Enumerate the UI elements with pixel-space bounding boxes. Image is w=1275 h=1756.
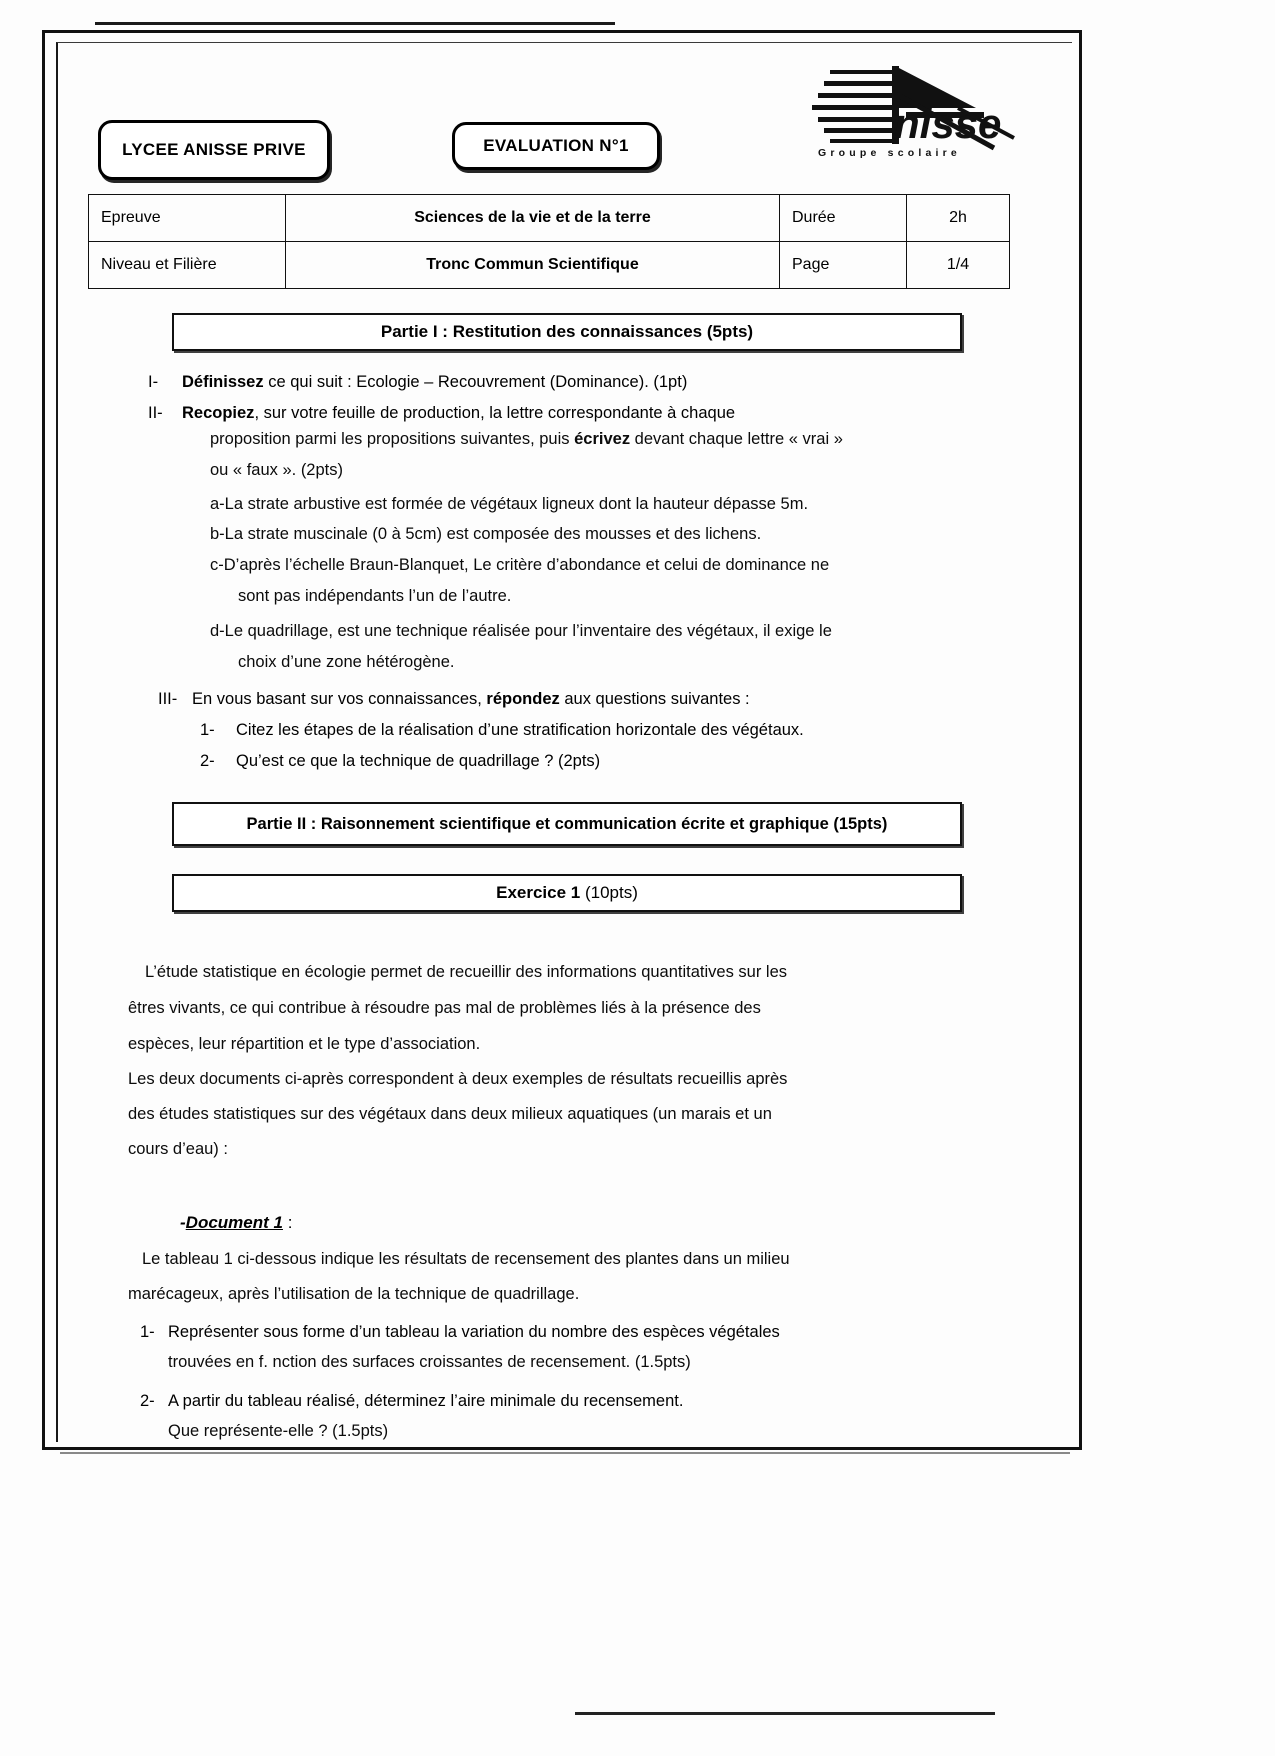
info-label-niveau: Niveau et Filière: [89, 242, 286, 289]
question-II-rest: , sur votre feuille de production, la lettre correspondante à chaque: [254, 404, 736, 422]
question-II: [148, 398, 735, 428]
info-value-duree: 2h: [907, 195, 1010, 242]
question-I-text: [182, 367, 687, 397]
partie1-heading-label: Partie I : Restitution des connaissances (5pts): [380, 322, 754, 341]
info-key-duree: Durée: [780, 195, 907, 242]
intro-line-6: cours d’eau) :: [128, 1140, 228, 1158]
question-II-line2-a: proposition parmi les propositions suivantes, puis: [210, 430, 575, 448]
question-III-2: [200, 746, 600, 776]
question-III: [158, 684, 750, 714]
partie1-heading-box: [172, 313, 962, 351]
intro-line-1: L’étude statistique en écologie permet de recueillir des informations quantitatives sur les: [145, 963, 788, 981]
question-II-line2-b: devant chaque lettre « vrai »: [630, 430, 843, 448]
anisse-logo: [808, 62, 1038, 170]
question-III-a: En vous basant sur vos connaissances,: [192, 690, 487, 708]
table-row: [89, 195, 1010, 242]
document1-question-2-cont: Que représente-elle ? (1.5pts): [168, 1422, 389, 1440]
question-II-text: [182, 398, 735, 428]
exercice1-points: (10pts): [580, 883, 638, 902]
question-III-2-text: Qu’est ce que la technique de quadrillage ? (2pts): [236, 752, 601, 770]
info-value-subject: Sciences de la vie et de la terre: [286, 195, 780, 242]
question-III-1-marker: 1-: [200, 721, 215, 739]
document1-dash: -: [180, 1213, 186, 1232]
question-II-marker: II-: [148, 404, 163, 422]
exercice1-heading: [496, 883, 638, 903]
question-III-text: [192, 684, 750, 714]
question-II-line2: [210, 429, 843, 450]
exercice1-label: Exercice 1: [496, 883, 581, 902]
document1-title-text: Document 1: [185, 1213, 283, 1232]
question-I-rest: ce qui suit : Ecologie – Recouvrement (Dominance). (1pt): [263, 373, 688, 391]
logo-mark-icon: [808, 62, 1038, 154]
question-III-1-text: Citez les étapes de la réalisation d’une stratification horizontale des végétaux.: [236, 721, 804, 739]
question-II-line2-verb: écrivez: [574, 430, 631, 448]
info-key-page: Page: [780, 242, 907, 289]
document1-question-1: [140, 1317, 780, 1347]
document1-line-1: Le tableau 1 ci-dessous indique les résultats de recensement des plantes dans un milieu: [142, 1250, 790, 1268]
question-III-2-marker: 2-: [200, 752, 215, 770]
intro-line-4: Les deux documents ci-après correspondent à deux exemples de résultats recueillis après: [128, 1070, 788, 1088]
question-I-marker: I-: [148, 373, 159, 391]
proposition-c: c-D’après l’échelle Braun-Blanquet, Le critère d’abondance et celui de dominance ne: [210, 556, 830, 574]
document1-title: [180, 1213, 292, 1233]
question-II-verb: Recopiez: [182, 404, 255, 422]
logo-tagline: Groupe scolaire: [818, 147, 961, 159]
question-III-marker: III-: [158, 690, 178, 708]
intro-line-3: espèces, leur répartition et le type d’association.: [128, 1035, 481, 1053]
exercice1-heading-box: [172, 874, 962, 912]
document1-question-1-cont: trouvées en f. nction des surfaces croissantes de recensement. (1.5pts): [168, 1353, 691, 1371]
info-label-epreuve: Epreuve: [89, 195, 286, 242]
logo-wordmark: nisse: [894, 100, 1002, 147]
school-name-badge: [98, 120, 330, 180]
question-III-b: aux questions suivantes :: [559, 690, 750, 708]
proposition-c-cont: sont pas indépendants l’un de l’autre.: [238, 587, 512, 605]
info-value-page: 1/4: [907, 242, 1010, 289]
info-value-level: Tronc Commun Scientifique: [286, 242, 780, 289]
intro-line-5: des études statistiques sur des végétaux dans deux milieux aquatiques (un marais et un: [128, 1105, 772, 1123]
school-name-label: LYCEE ANISSE PRIVE: [122, 140, 306, 159]
question-III-verb: répondez: [486, 690, 560, 708]
intro-line-2: êtres vivants, ce qui contribue à résoudre pas mal de problèmes liés à la présence des: [128, 999, 761, 1017]
evaluation-title-label: EVALUATION N°1: [483, 136, 629, 155]
document1-question-1-marker: 1-: [140, 1323, 155, 1341]
proposition-d: d-Le quadrillage, est une technique réalisée pour l’inventaire des végétaux, il exige le: [210, 622, 832, 640]
document1-colon: :: [282, 1213, 293, 1232]
exam-info-table: [88, 194, 1010, 289]
document1-question-1-text: Représenter sous forme d’un tableau la variation du nombre des espèces végétales: [168, 1323, 780, 1341]
document1-line-2: marécageux, après l’utilisation de la technique de quadrillage.: [128, 1285, 580, 1303]
question-II-line3: ou « faux ». (2pts): [210, 461, 343, 479]
table-row: [89, 242, 1010, 289]
document1-question-2: [140, 1386, 683, 1416]
proposition-a: a-La strate arbustive est formée de végétaux ligneux dont la hauteur dépasse 5m.: [210, 495, 809, 513]
partie2-heading-label: Partie II : Raisonnement scientifique et communication écrite et graphique (15pts): [246, 814, 888, 833]
question-I-verb: Définissez: [182, 373, 264, 391]
question-I: [148, 367, 687, 397]
document1-question-2-text: A partir du tableau réalisé, déterminez l’aire minimale du recensement.: [168, 1392, 684, 1410]
proposition-b: b-La strate muscinale (0 à 5cm) est composée des mousses et des lichens.: [210, 525, 762, 543]
question-III-1: [200, 715, 804, 745]
document1-question-2-marker: 2-: [140, 1392, 155, 1410]
partie2-heading-box: [172, 802, 962, 846]
evaluation-title-badge: [452, 122, 660, 170]
proposition-d-cont: choix d’une zone hétérogène.: [238, 653, 455, 671]
